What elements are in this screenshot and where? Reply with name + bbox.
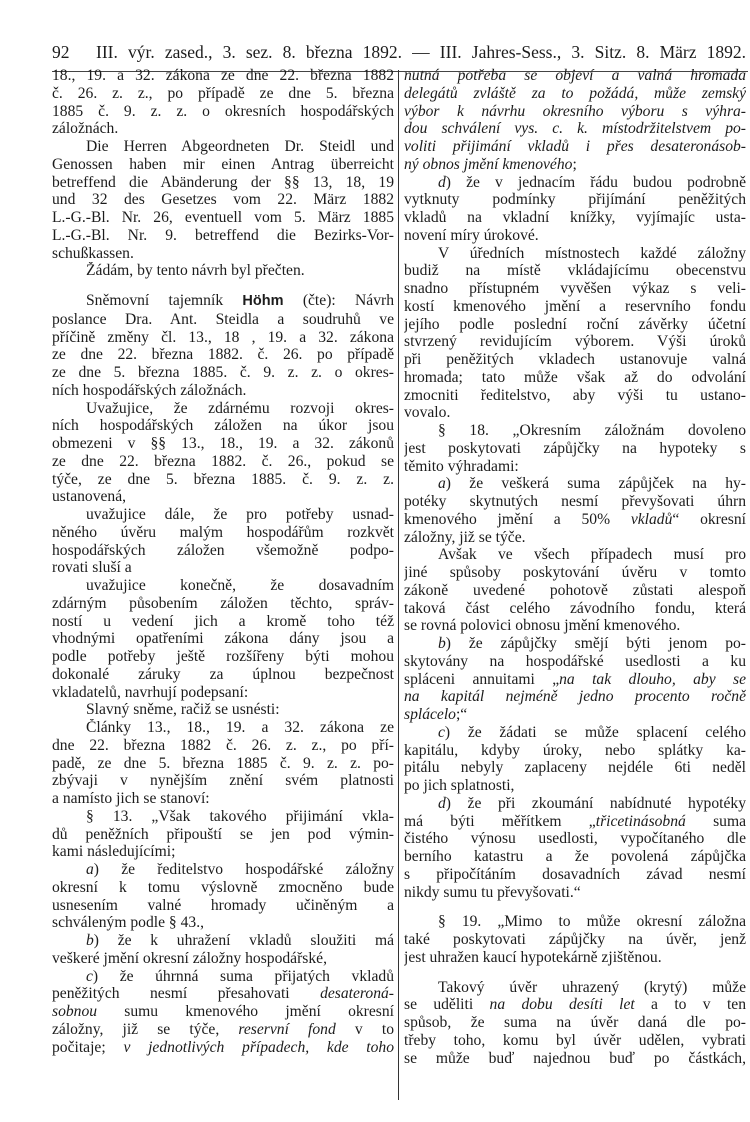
page-number: 92 [52,41,70,62]
text-line: příčině změny čl. 13., 18 , 19. a 32. zákona [52,328,394,346]
text-segment: “ okresní [672,510,746,528]
paragraph [52,506,394,577]
text-line: Avšak ve všech případech musí pro [438,546,746,564]
italic-text: na tak dlouho, aby se [559,670,746,688]
text-line: Články 13., 18., 19. a 32. zákona ze [86,719,394,736]
text-segment: ) že zápůjčky smějí býti jenom po- [445,635,746,652]
text-line [404,174,746,192]
text-line: V úředních místnostech každé záložny [438,244,746,262]
paragraph [52,968,394,1057]
text-line: ze dne 22. března 1882. č. 26., pokud se [52,452,394,470]
italic-text: reservní fond [238,1020,336,1038]
left-column [52,67,394,1056]
italic-text: a [86,861,94,878]
text-line: něného úvěru malým hospodářům rozkvět [52,523,394,541]
paragraph [52,400,394,507]
running-title: III. výr. zased., 3. sez. 8. března 1892. — III. Jahres-Sess., 3. Sitz. 8. März 1892. [96,41,746,62]
text-line [404,120,746,138]
text-line [404,996,746,1014]
text-segment: ) že veškerá suma zápůjček na hy- [445,475,746,493]
text-line: dů peněžních připouští se jen pod výmin- [52,825,394,843]
text-line [404,85,746,103]
text-line [404,138,746,156]
text-line: und 32 des Gesetzes vom 22. März 1882 [52,191,394,209]
italic-text: nutná potřeba se objeví a valná hromada [404,67,746,84]
paragraph [404,422,746,475]
text-line: Takový úvěr uhrazený (krytý) může [438,978,746,996]
text-line: po jich splatnosti, [404,777,515,794]
paragraph [52,67,394,138]
text-line: poslance Dra. Ant. Steidla a soudruhů ve [52,310,394,328]
text-line: pitálu nebyly zaplaceny nejdéle 6ti neděl [404,759,746,777]
text-line: uvažujice konečně, že dosavadním [86,577,394,594]
paragraph [404,724,746,795]
text-line: Genossen haben mir einen Antrag überreicht [52,155,394,173]
italic-text: sobnou [52,1003,98,1020]
text-line: záložnách. [52,120,119,138]
italic-text: v jednotlivých případech, kde toho [123,1038,394,1056]
text-segment: záložny, již se týče, [52,1020,239,1038]
text-line [52,932,394,950]
text-segment: ) že k uhražení vkladů sloužiti má [93,932,394,949]
text-line: s připočítáním dosavadních závad nesmí [404,865,746,883]
text-segment: počitaje; [52,1038,124,1056]
text-segment: (čte): Návrh [283,292,394,309]
italic-text: splácelo [404,706,456,723]
text-line: se rovná polovici obnosu jmění kmenového. [404,617,681,635]
text-line: taková část celého závodního fondu, která [404,599,746,617]
paragraph [52,932,394,968]
paragraph [404,795,746,902]
paragraph [404,67,746,174]
text-line: Die Herren Abgeordneten Dr. Steidl und [86,138,394,155]
text-line [404,813,746,831]
text-line: zmocniti ředitelstvo, aby výši tu ustano- [404,386,746,404]
text-line: zákoně uvedené pohotově zůstati alespoň [404,581,746,599]
text-line: okresní k tomu výslovně zmocněno bude [52,878,394,896]
text-segment: se uděliti [404,996,490,1014]
italic-text: třicetinásobná [595,812,686,830]
text-line: Uvažujice, že zdárnému rozvoji okres- [86,399,394,417]
text-line: betreffend die Abänderung der §§ 13, 18, 19 [52,173,394,191]
text-line: vkladatelů, navrhují podepsaní: [52,683,249,701]
column-divider [398,70,399,1100]
right-column [404,67,746,1067]
italic-text: delegátů zvláště za to požádá, může zemský [404,84,746,102]
text-line: spůsob, že suma na úvěr daná dle po- [404,1014,746,1031]
text-segment: v to [335,1020,394,1038]
text-line: týče, ze dne 5. března 1885. č. 9. z. z. [52,470,394,488]
text-line: hospodářských záložen všemožně podpo- [52,541,394,559]
paragraph [404,475,746,546]
text-line: č. 26. z. z., po případě ze dne 5. března [52,84,394,102]
text-line: ních hospodářských záložen na úkor jsou [52,417,394,435]
text-line [52,985,394,1003]
text-line: také poskytovati zápůjčky na úvěr, jenž [404,931,746,948]
paragraph [404,174,746,245]
running-header [52,34,746,70]
paragraph [404,245,746,423]
text-line: ních hospodářských záložnách. [52,381,247,399]
text-line: padě, ze dne 5. března 1885 č. 9. z. z. po- [52,754,394,772]
text-line: § 18. „Okresním záložnám dovoleno [438,422,746,439]
text-line: ustanovená, [52,488,127,506]
text-segment: suma [685,812,746,830]
text-segment: ) že v jednacím řádu budou podrobně [445,173,746,191]
italic-text: dou schválení vys. c. k. místodržitelstvem po- [404,120,746,138]
text-line: kapitálu, kdyby úroky, nebo splátky ka- [404,741,746,759]
text-line: zdárným působením záložen těchto, správ- [52,594,394,612]
text-line: podle potřeby ještě rozšířeny býti mohou [52,648,394,665]
text-line [404,67,746,85]
italic-text: b [86,932,94,949]
text-line: zbývaji v nynějším znění svém platnosti [52,772,394,790]
text-line [52,1003,394,1021]
text-line: Žádám, by tento návrh byl přečten. [86,262,305,280]
text-line: schußkassen. [52,244,134,262]
text-line [52,1039,394,1057]
text-line: veškeré jmění okresní záložny hospodářské, [52,949,327,967]
text-segment: a to v ten [634,996,746,1014]
text-line: vkladů na vkladní knížky, vyjímajíc usta- [404,209,746,226]
text-segment: kmenového jmění a 50% [404,510,631,528]
text-line: vhodnými opatřeními zákona dány jsou a [52,630,394,648]
text-line: ze dne 5. března 1885. č. 9. z. z. o okres- [52,364,394,381]
text-line: kostí kmenového jmění a reservního fondu [404,297,746,315]
text-line [404,706,746,724]
text-line: vovalo. [404,404,451,422]
text-segment: peněžitých nesmí přesahovati [52,985,321,1003]
italic-text: ný obnos jmění kmenového [404,155,573,173]
text-line [404,795,746,813]
text-line: § 13. „Však takového přijimání vkla- [86,807,394,825]
text-line: usnesením valné hromady učiněným a [52,896,394,914]
text-line: obmezeni v §§ 13., 18., 19. a 32. zákonů [52,435,394,452]
italic-text: na kapitál nejméně jedno procento ročně [404,688,746,706]
paragraph [404,913,746,966]
text-line: těmito výhradami: [404,457,519,475]
text-line: nikdy sumu tu převyšovati.“ [404,883,581,901]
text-line [404,475,746,493]
text-line: a namísto jich se stanoví: [52,790,210,807]
text-line [404,688,746,706]
italic-text: vkladů [630,510,673,528]
text-segment: ) že při zkoumání nabídnuté hypotéky [445,794,746,812]
text-line: jest uhražen kaucí hypotekárně zjištěnou. [404,948,662,966]
paragraph [404,635,746,724]
text-line: L.-G.-Bl. Nr. 26, eventuell vom 5. März 1885 [52,209,394,226]
text-segment: ;“ [455,706,468,723]
text-line: 1885 č. 9. z. z. o okresních hospodářských [52,102,394,120]
text-line [404,103,746,121]
italic-text: d [438,794,446,812]
text-line: se může buď najednou buď po částkách, [404,1049,746,1067]
paragraph [52,262,394,280]
text-line: ze dne 22. března 1882. č. 26. po případě [52,346,394,364]
text-segment: sumu kmenového jmění okresní [97,1003,394,1020]
text-line: rovati sluší a [52,559,132,577]
italic-text: c [86,967,93,985]
italic-text: c [438,723,445,741]
text-line: jejího podle poslední roční závěrky účetní [404,315,746,333]
italic-text: desateroná- [320,985,394,1003]
text-segment: ; [572,155,577,173]
paragraph [52,808,394,861]
text-line: budiž na místě vkládajícímu obecenstvu [404,262,746,280]
text-line: potéky skytnutých nesmí převyšovati úhrn [404,493,746,510]
text-segment: ) že žádati se může splacení celého [444,723,746,741]
text-line: L.-G.-Bl. Nr. 9. betreffend die Bezirks-Vor- [52,226,394,244]
text-segment: ) že úhrnná suma přijatých vkladů [92,967,394,985]
text-line: novení míry úrokové. [404,226,539,244]
paragraph [404,979,746,1068]
text-line: kami následujícími; [52,843,176,861]
text-line: dne 22. března 1882 č. 26. z. z., po pří- [52,736,394,754]
italic-text: a [438,475,446,493]
italic-text: b [438,635,446,652]
text-line: hromada; tato může však až do odvolání [404,368,746,386]
text-line: skytovány na hospodářské usedlosti a ku [404,652,746,670]
text-segment: Sněmovní tajemník [86,292,243,309]
speaker-name: Höhm [242,293,284,309]
text-segment: ) že ředitelstvo hospodářské záložny [93,861,394,878]
text-line: třeby toho, komu byl úvěr udělen, vybrati [404,1031,746,1049]
text-line: jiné spůsoby poskytování úvěru v tomto [404,564,746,581]
text-line: § 19. „Mimo to může okresní záložna [438,913,746,931]
text-line [52,292,394,311]
text-line: Slavný sněme, račiž se usnésti: [86,701,280,719]
text-line [404,724,746,742]
text-line: 18., 19. a 32. zákona ze dne 22. března 1882 [52,67,394,84]
text-line: dokonalé záruky za úplnou bezpečnost [52,665,394,683]
text-line [404,156,746,174]
text-line: čistého výnosu usedlosti, vypočítaného dle [404,830,746,848]
text-segment: má býti měřítkem „ [404,812,596,830]
text-segment: spláceni annuitami „ [404,670,560,688]
text-line [52,968,394,986]
text-line [404,671,746,689]
italic-text: na dobu desíti let [489,996,635,1014]
paragraph [404,546,746,635]
paragraph [52,861,394,932]
paragraph [52,719,394,808]
text-line: schváleným podle § 43., [52,914,205,932]
paragraph [52,292,394,400]
text-line: berního katastru a že povolená zápůjčka [404,848,746,865]
text-line: stvrzený revidujícím výborem. Výši úroků [404,333,746,351]
text-line: záložny, již se týče. [404,528,526,546]
text-line [404,635,746,653]
paragraph [52,701,394,719]
italic-text: voliti přijimání vkladů i přes desateronásob- [404,138,746,155]
paragraph [52,577,394,701]
text-line [52,861,394,879]
paragraph [52,138,394,262]
text-line [52,1021,394,1039]
text-line: ností u vedení jich a kromě toho též [52,612,394,630]
text-line: jest poskytovati zápůjčky na hypoteky s [404,439,746,457]
text-line [404,511,746,529]
text-line: uvažujice dále, že pro potřeby usnad- [86,506,394,523]
italic-text: d [438,173,446,191]
text-line: při peněžitých vkladech ustanovuje valná [404,351,746,368]
italic-text: výbor k návrhu okresního výboru s výhra- [404,102,746,120]
text-line: vytknuty podmínky přijímání peněžitých [404,191,746,209]
text-line: snadno přístupném vyvěšen výkaz s veli- [404,280,746,297]
